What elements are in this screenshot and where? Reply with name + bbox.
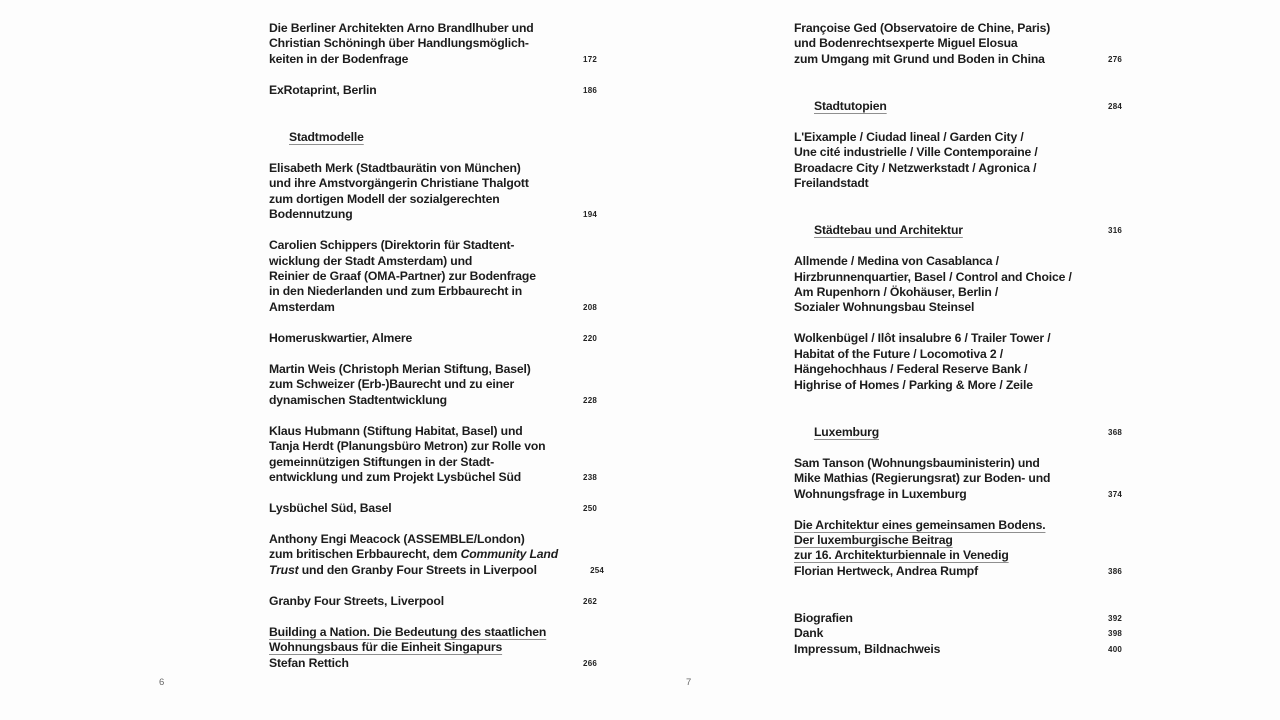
toc-page-ref: 172: [583, 54, 597, 64]
toc-entry-text: [269, 83, 551, 98]
toc-entry-text: [269, 238, 551, 315]
toc-entry: [794, 331, 1122, 393]
toc-left-column: [269, 21, 605, 671]
page-number-left: 6: [159, 677, 165, 688]
toc-entry: [794, 130, 1122, 192]
toc-line: zum Schweizer (Erb-)Baurecht und zu einer: [269, 377, 515, 392]
toc-entry: [269, 238, 597, 315]
toc-entry: [269, 362, 597, 408]
toc-line: Impressum, Bildnachweis: [794, 641, 941, 656]
toc-page-ref: 262: [583, 596, 597, 606]
toc-entry: [794, 626, 1122, 641]
toc-entry: [794, 456, 1122, 502]
toc-entry: [269, 594, 597, 609]
toc-line: Sam Tanson (Wohnungsbauministerin) und: [794, 455, 1040, 470]
toc-line: Granby Four Streets, Liverpool: [269, 593, 444, 608]
toc-section-heading: [269, 130, 597, 145]
toc-line: Elisabeth Merk (Stadtbaurätin von München): [269, 160, 521, 175]
toc-page-ref: 194: [583, 210, 597, 220]
toc-line: Stadtmodelle: [289, 129, 364, 144]
toc-entry-text: [269, 161, 551, 223]
toc-line: Tanja Herdt (Planungsbüro Metron) zur Rolle von: [269, 439, 546, 454]
toc-page-ref: 284: [1108, 101, 1122, 111]
toc-line: Wohnungsbaus für die Einheit Singapurs: [269, 640, 503, 655]
toc-line: Habitat of the Future / Locomotiva 2 /: [794, 346, 1003, 361]
toc-entry-text: [794, 21, 1076, 67]
toc-line: Dank: [794, 626, 824, 641]
toc-line: Mike Mathias (Regierungsrat) zur Boden- und: [794, 471, 1051, 486]
toc-section-heading: [794, 99, 1122, 114]
toc-page-ref: 208: [583, 302, 597, 312]
toc-line: Stefan Rettich: [269, 655, 349, 670]
page-number-right: 7: [686, 677, 692, 688]
toc-page-ref: 386: [1108, 566, 1122, 576]
toc-line: und Bodenrechtsexperte Miguel Elosua: [794, 36, 1018, 51]
toc-entry-text: [794, 99, 1076, 114]
toc-line-segment: zum britischen Erbbaurecht, dem: [269, 547, 461, 562]
toc-entry-text: [269, 362, 551, 408]
toc-entry: [269, 531, 605, 578]
toc-entry-text: [794, 611, 1076, 626]
toc-line: Biografien: [794, 610, 853, 625]
toc-right-column: [794, 21, 1122, 657]
toc-line: Sozialer Wohnungsbau Steinsel: [794, 300, 975, 315]
toc-entry: [269, 501, 597, 516]
toc-line: Lysbüchel Süd, Basel: [269, 500, 392, 515]
toc-page-ref: 374: [1108, 489, 1122, 499]
toc-entry: [269, 83, 597, 98]
toc-entry: [269, 161, 597, 223]
toc-line: Florian Hertweck, Andrea Rumpf: [794, 563, 978, 578]
toc-entry-text: [794, 223, 1076, 238]
toc-line-segment: und den Granby Four Streets in Liverpool: [298, 562, 537, 577]
toc-line-italic-segment: Trust: [269, 562, 299, 577]
toc-entry: [269, 21, 597, 67]
toc-entry-text: [269, 532, 558, 578]
toc-line: Reinier de Graaf (OMA-Partner) zur Bodenfrage: [269, 268, 536, 283]
toc-line: Martin Weis (Christoph Merian Stiftung, Basel): [269, 361, 531, 376]
toc-line: Homeruskwartier, Almere: [269, 330, 413, 345]
toc-page-ref: 316: [1108, 226, 1122, 236]
toc-page-ref: 276: [1108, 54, 1122, 64]
toc-entry-text: [269, 424, 551, 486]
toc-line: Highrise of Homes / Parking & More / Zeile: [794, 377, 1033, 392]
toc-entry: [269, 331, 597, 346]
toc-page-ref: 254: [590, 565, 605, 575]
toc-page-ref: 392: [1108, 613, 1122, 623]
toc-line: Building a Nation. Die Bedeutung des staatlichen: [269, 624, 547, 639]
toc-entry: [794, 642, 1122, 657]
toc-line: Stadtutopien: [814, 98, 887, 113]
toc-entry-text: [794, 626, 1076, 641]
toc-line: keiten in der Bodenfrage: [269, 51, 409, 66]
toc-page-ref: 398: [1108, 629, 1122, 639]
toc-page-ref: 266: [583, 658, 597, 668]
toc-page-ref: 400: [1108, 644, 1122, 654]
toc-entry: [269, 625, 597, 671]
toc-line: Bodennutzung: [269, 207, 353, 222]
toc-entry-text: [269, 21, 551, 67]
toc-line: Allmende / Medina von Casablanca /: [794, 254, 999, 269]
toc-line: Luxemburg: [814, 424, 880, 439]
toc-line: Christian Schöningh über Handlungsmöglich-: [269, 36, 529, 51]
toc-line: dynamischen Stadtentwicklung: [269, 392, 447, 407]
toc-line: gemeinnützigen Stiftungen in der Stadt-: [269, 454, 495, 469]
toc-line: Der luxemburgische Beitrag: [794, 532, 953, 547]
toc-page-ref: 238: [583, 473, 597, 483]
toc-line: Carolien Schippers (Direktorin für Stadtent-: [269, 238, 515, 253]
toc-page-ref: 228: [583, 395, 597, 405]
toc-entry-text: [794, 642, 1076, 657]
toc-entry: [794, 518, 1122, 580]
toc-line: Wohnungsfrage in Luxemburg: [794, 486, 967, 501]
toc-entry-text: [794, 254, 1076, 316]
toc-line: Freilandstadt: [794, 176, 869, 191]
toc-entry-text: [269, 625, 551, 671]
toc-line: Die Berliner Architekten Arno Brandlhuber und: [269, 21, 534, 35]
toc-entry: [794, 21, 1122, 67]
toc-page-ref: 368: [1108, 427, 1122, 437]
toc-line: Städtebau und Architektur: [814, 223, 963, 238]
toc-line: Anthony Engi Meacock (ASSEMBLE/London): [269, 531, 525, 546]
toc-line: Amsterdam: [269, 299, 335, 314]
toc-entry: [269, 424, 597, 486]
toc-section-heading: [794, 223, 1122, 238]
toc-section-heading: [794, 425, 1122, 440]
toc-line: zur 16. Architekturbiennale in Venedig: [794, 548, 1009, 563]
toc-entry-text: [269, 130, 551, 145]
toc-line-italic-segment: Community Land: [460, 547, 559, 562]
toc-line: Françoise Ged (Observatoire de Chine, Paris): [794, 21, 1051, 35]
toc-entry-text: [269, 331, 551, 346]
toc-line: Wolkenbügel / Ilôt insalubre 6 / Trailer Tower /: [794, 331, 1051, 346]
toc-entry-text: [269, 594, 551, 609]
toc-line: zum dortigen Modell der sozialgerechten: [269, 191, 500, 206]
toc-line: und ihre Amstvorgängerin Christiane Thalgott: [269, 176, 529, 191]
toc-line: L'Eixample / Ciudad lineal / Garden City /: [794, 129, 1024, 144]
toc-entry-text: [794, 130, 1076, 192]
toc-line: entwicklung und zum Projekt Lysbüchel Süd: [269, 470, 522, 485]
toc-line: wicklung der Stadt Amsterdam) und: [269, 253, 473, 268]
toc-entry-text: [269, 501, 551, 516]
toc-entry-text: [794, 518, 1076, 580]
toc-entry: [794, 254, 1122, 316]
toc-entry: [794, 611, 1122, 626]
toc-page-ref: 186: [583, 85, 597, 95]
toc-line: in den Niederlanden und zum Erbbaurecht in: [269, 284, 523, 299]
toc-line: Hirzbrunnenquartier, Basel / Control and Choice /: [794, 269, 1072, 284]
toc-line: ExRotaprint, Berlin: [269, 82, 377, 97]
toc-line: Broadacre City / Netzwerkstadt / Agronica /: [794, 160, 1037, 175]
toc-line: Hängehochhaus / Federal Reserve Bank /: [794, 362, 1028, 377]
toc-page-ref: 250: [583, 503, 597, 513]
toc-entry-text: [794, 425, 1076, 440]
toc-entry-text: [794, 456, 1076, 502]
toc-line: Die Architektur eines gemeinsamen Bodens.: [794, 517, 1046, 532]
toc-entry-text: [794, 331, 1076, 393]
toc-line: Klaus Hubmann (Stiftung Habitat, Basel) und: [269, 423, 523, 438]
toc-line: Une cité industrielle / Ville Contemporaine /: [794, 145, 1038, 160]
toc-line: zum Umgang mit Grund und Boden in China: [794, 51, 1045, 66]
toc-page-ref: 220: [583, 333, 597, 343]
toc-line: Am Rupenhorn / Ökohäuser, Berlin /: [794, 284, 999, 299]
